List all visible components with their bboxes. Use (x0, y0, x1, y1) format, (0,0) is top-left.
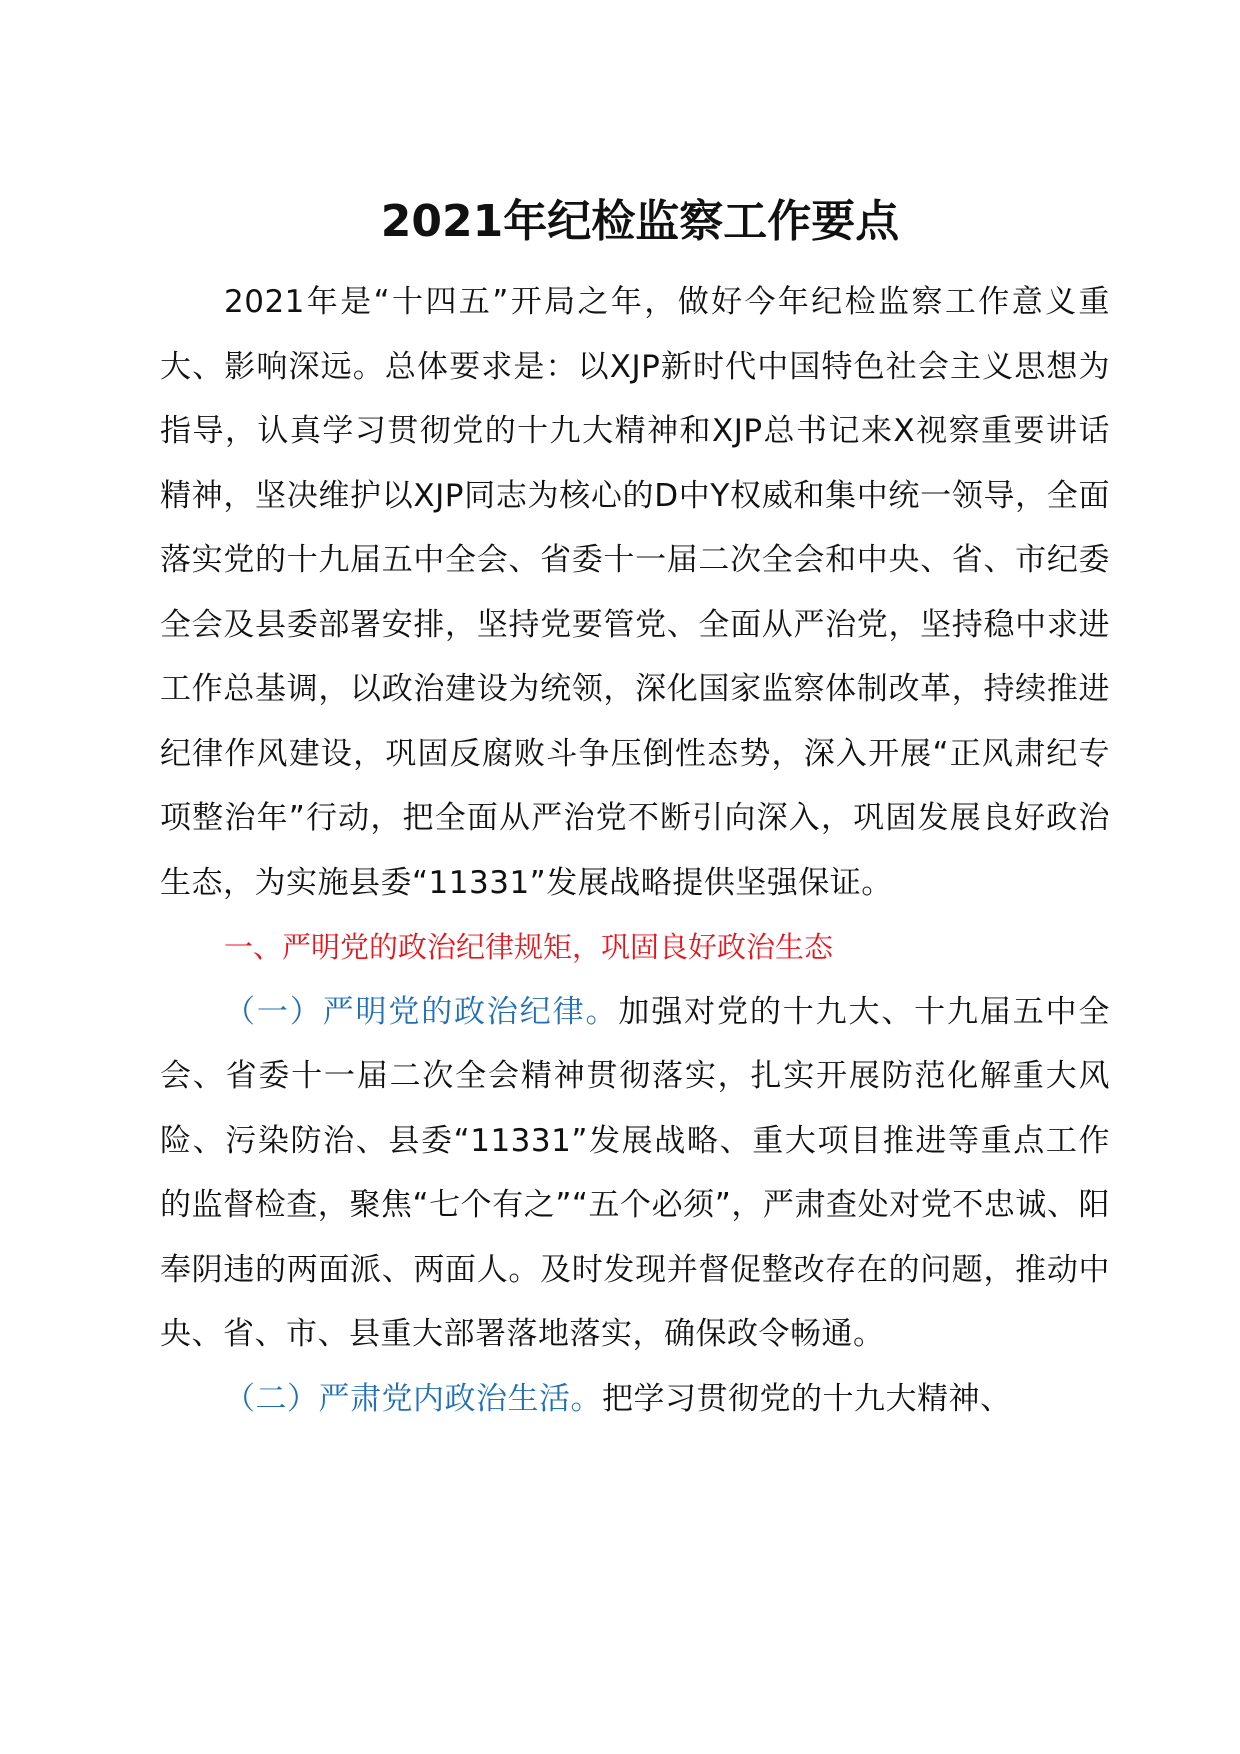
intro-paragraph: 2021年是“十四五”开局之年，做好今年纪检监察工作意义重大、影响深远。总体要求是：以XJP新时代中国特色社会主义思想为指导，认真学习贯彻党的十九大精神和XJP总书记来X视察重要讲话精神，坚决维护以XJP同志为核心的D中Y权威和集中统一领导，全面落实党的十九届五中全会、省委十一届二次全会和中央、省、市纪委全会及县委部署安排，坚持党要管党、全面从严治党，坚持稳中求进工作总基调，以政治建设为统领，深化国家监察体制改革，持续推进纪律作风建设，巩固反腐败斗争压倒性态势，深入开展“正风肃纪专项整治年”行动，把全面从严治党不断引向深入，巩固发展良好政治生态，为实施县委“11331”发展战略提供坚强保证。 (160, 284, 1110, 901)
item-paragraph-1 (160, 980, 1110, 1367)
document-page (160, 190, 1110, 1431)
item-label-1: （一）严明党的政治纪律。 (224, 993, 619, 1030)
item-text-1: 加强对党的十九大、十九届五中全会、省委十一届二次全会精神贯彻落实，扎实开展防范化解重大风险、污染防治、县委“11331”发展战略、重大项目推进等重点工作的监督检查，聚焦“七个有之”“五个必须”，严肃查处对党不忠诚、阳奉阴违的两面派、两面人。及时发现并督促整改存在的问题，推动中央、省、市、县重大部署落地落实，确保政令畅通。 (160, 993, 1111, 1352)
section-heading: 一、严明党的政治纪律规矩，巩固良好政治生态 (224, 930, 834, 964)
item-label-2: （二）严肃党内政治生活。 (224, 1380, 602, 1417)
item-paragraph-2 (160, 1367, 1110, 1432)
item-text-2: 把学习贯彻党的十九大精神、 (602, 1380, 1012, 1417)
document-title: 2021年纪检监察工作要点 (380, 196, 900, 247)
